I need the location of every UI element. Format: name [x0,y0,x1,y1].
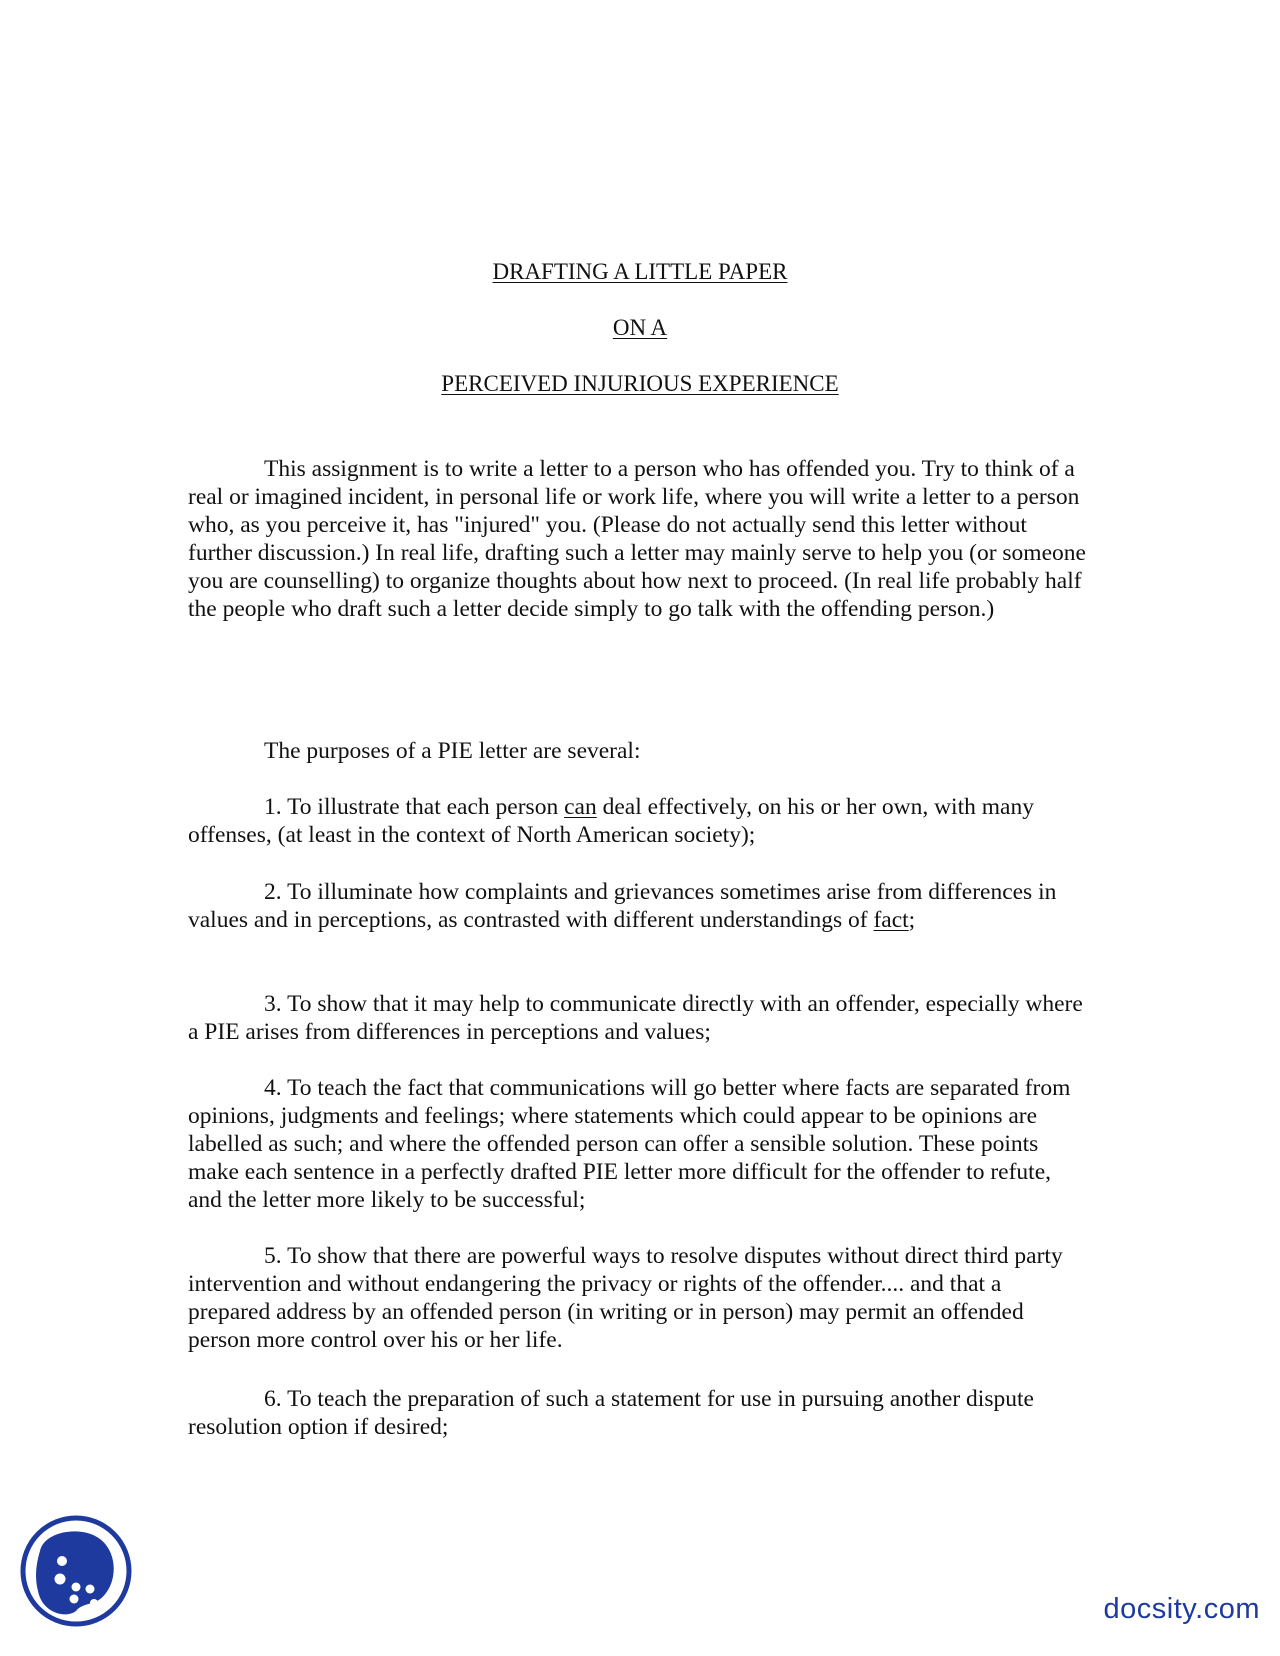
purpose-item-2-underlined: fact [873,907,909,933]
purpose-item-1-before: 1. To illustrate that each person [264,794,565,820]
intro-paragraph: This assignment is to write a letter to a person who has offended you. Try to think of a real or imagined incident, in personal life or work life, where you will write a letter to a person who, as you perceive it, has "injured" you. (Please do not actually send this letter without further discussion.) In real life, drafting such a letter may mainly serve to help you (or someone you are counselling) to organize thoughts about how next to proceed. (In real life probably half the people who draft such a letter decide simply to go talk with the offending person.) [188,456,1086,622]
purpose-item-2 [188,878,1088,934]
purpose-item-1-underlined: can [564,794,597,820]
title-line-1 [0,258,1280,286]
purpose-item-4: 4. To teach the fact that communications will go better where facts are separated from opinions, judgments and feelings; where statements which could appear to be opinions are labelled as such; and where the offended person can offer a sensible solution. These points make each sentence in a perfectly drafted PIE letter more difficult for the offender to refute, and the letter more likely to be successful; [188,1075,1071,1213]
purpose-item-2-after: ; [908,907,916,933]
purpose-item-1 [188,793,1088,849]
purpose-item-1-after: deal effectively, on his or her own, with many offenses, (at least in the context of North American society); [188,794,1034,848]
docsity-brand-link[interactable]: docsity.com [1103,1593,1260,1625]
title-line-2 [0,314,1280,342]
title-line-3-text: PERCEIVED INJURIOUS EXPERIENCE [441,371,839,396]
purpose-item-5: 5. To show that there are powerful ways to resolve disputes without direct third party intervention and without endangering the privacy or rights of the offender.... and that a prepared address by an offended person (in writing or in person) may permit an offended person more control over his or her life. [188,1243,1063,1353]
purpose-item-3: 3. To show that it may help to communicate directly with an offender, especially where a PIE arises from differences in perceptions and values; [188,991,1083,1045]
purpose-item-2-before: 2. To illuminate how complaints and grievances sometimes arise from differences in values and in perceptions, as contrasted with different understandings of [188,879,1057,933]
title-line-2-text: ON A [612,315,668,340]
title-line-1-text: DRAFTING A LITTLE PAPER [492,259,788,284]
title-line-3 [0,370,1280,398]
docsity-logo-icon [20,1515,132,1627]
purposes-heading: The purposes of a PIE letter are several: [264,738,641,764]
purpose-item-6: 6. To teach the preparation of such a statement for use in pursuing another dispute resolution option if desired; [188,1386,1034,1440]
